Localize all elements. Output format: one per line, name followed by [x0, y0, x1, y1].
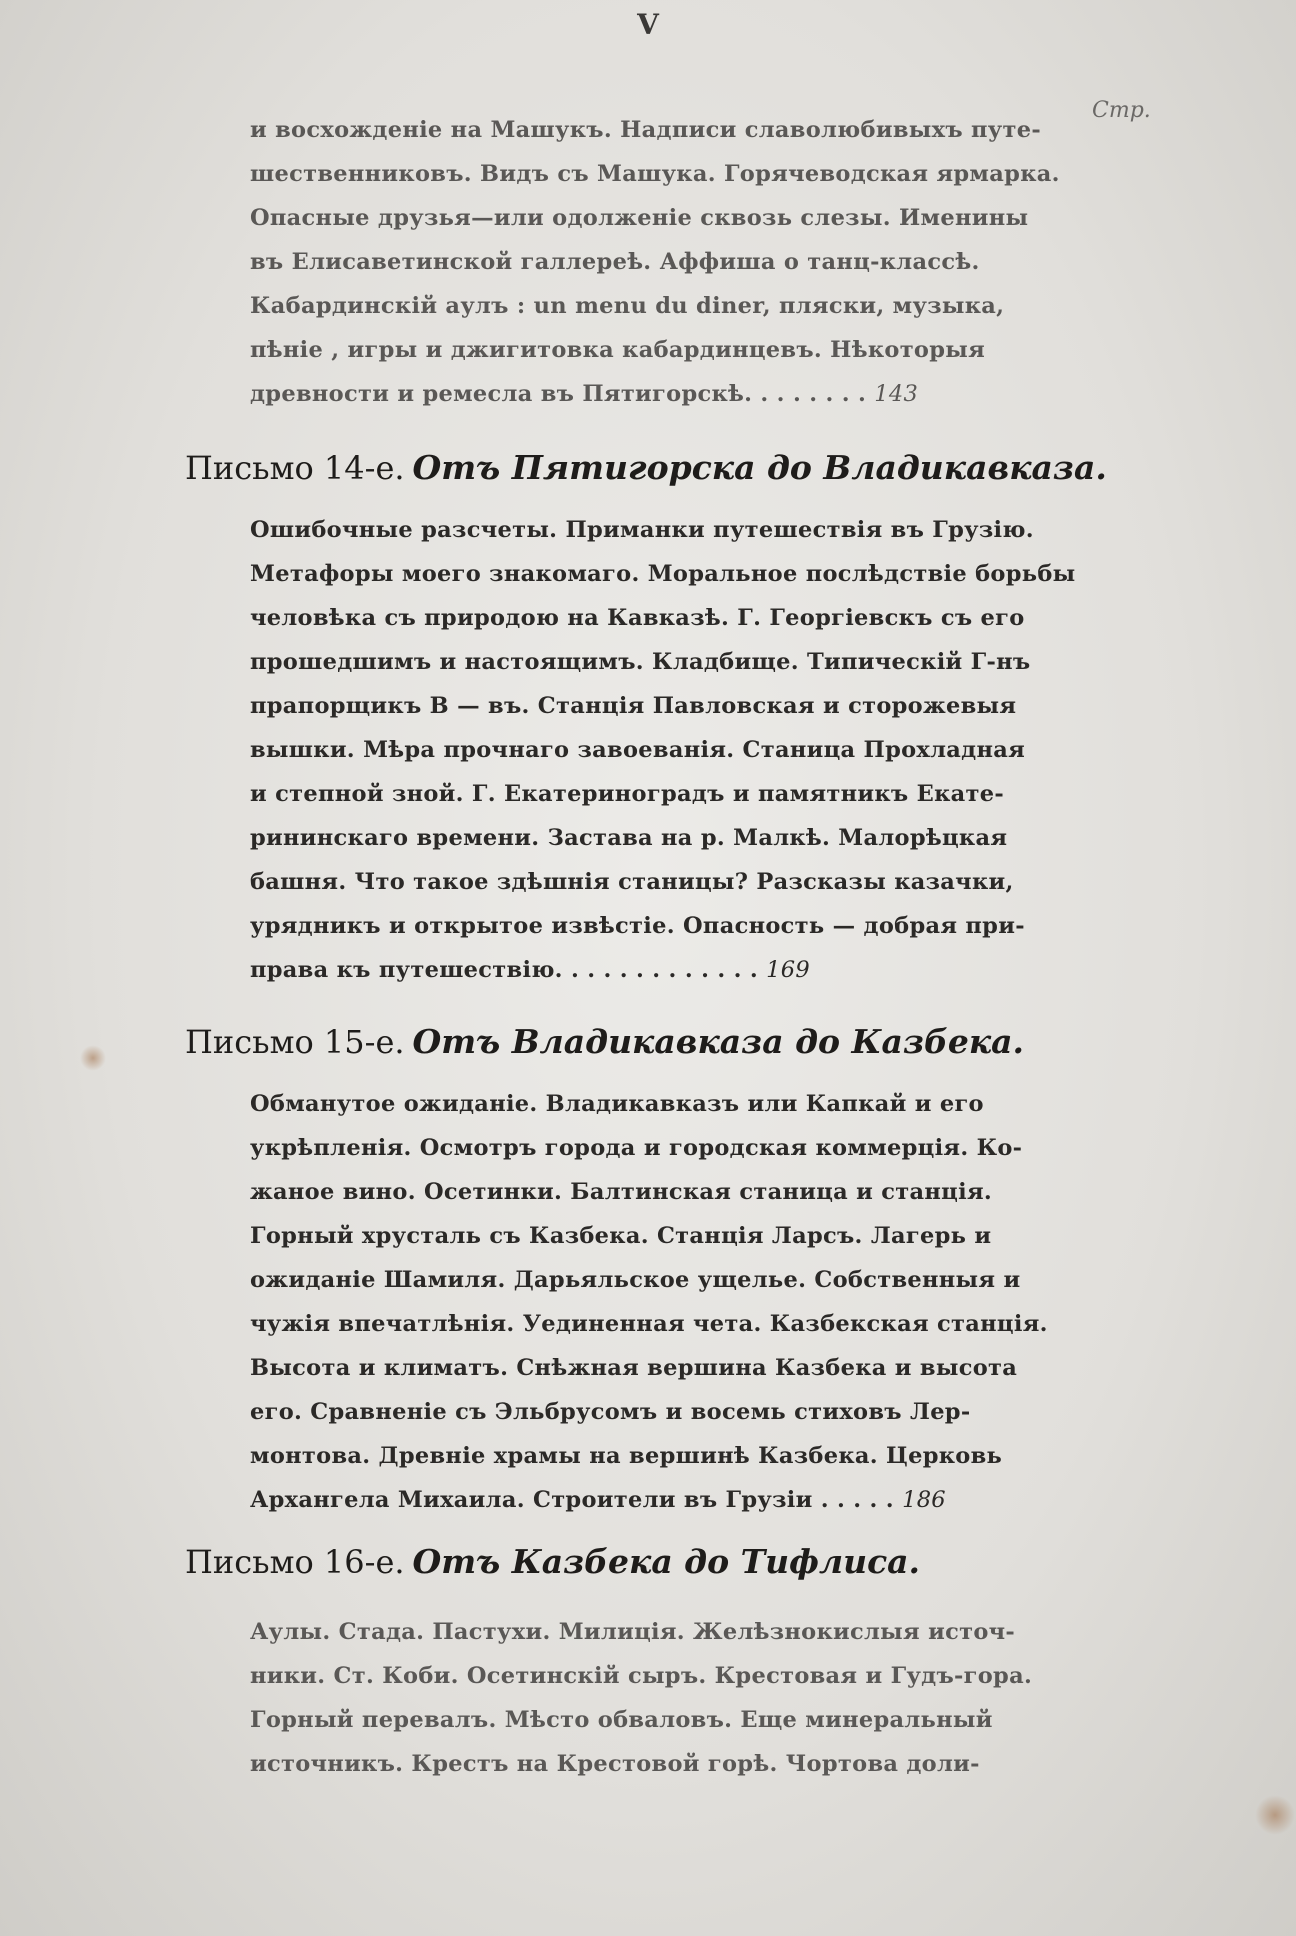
text-line: Горный хрусталь съ Казбека. Станція Ларсъ. Лагерь и — [250, 1223, 992, 1249]
page-reference: 169 — [766, 957, 811, 983]
text-line: права къ путешествію. . . . . . . . . . . . . 169 — [250, 957, 811, 983]
page-column-label: Стр. — [1092, 98, 1151, 123]
text-line: башня. Что такое здѣшнія станицы? Разсказы казачки, — [250, 869, 1014, 895]
text-line: источникъ. Крестъ на Крестовой горѣ. Чортова доли- — [250, 1751, 980, 1777]
text-line: прошедшимъ и настоящимъ. Кладбище. Типическій Г-нъ — [250, 649, 1031, 675]
text-line: Кабардинскій аулъ : un menu du diner, пляски, музыка, — [250, 293, 1005, 319]
text-line: человѣка съ природою на Кавказѣ. Г. Георгіевскъ съ его — [250, 605, 1025, 631]
text-line: и восхожденіе на Машукъ. Надписи славолюбивыхъ путе- — [250, 117, 1041, 143]
paper-stain — [1255, 1795, 1295, 1835]
letter-number: Письмо 15-е. — [185, 1023, 405, 1061]
text-line: Архангела Михаила. Строители въ Грузіи . . . . . 186 — [250, 1487, 946, 1513]
text-line: Метафоры моего знакомаго. Моральное послѣдствіе борьбы — [250, 561, 1076, 587]
letter-heading — [185, 1542, 920, 1581]
text-line: прапорщикъ В — въ. Станція Павловская и сторожевыя — [250, 693, 1017, 719]
text-line: ожиданіе Шамиля. Дарьяльское ущелье. Собственныя и — [250, 1267, 1021, 1293]
text-line: рининскаго времени. Застава на р. Малкѣ. Малорѣцкая — [250, 825, 1008, 851]
text-line: Аулы. Стада. Пастухи. Милиція. Желѣзнокислыя источ- — [250, 1619, 1016, 1645]
text-line: Ошибочные разсчеты. Приманки путешествія въ Грузію. — [250, 517, 1034, 543]
paper-stain — [80, 1045, 106, 1071]
toc-paragraph — [250, 1082, 1250, 1522]
letter-heading — [185, 1022, 1024, 1061]
page-reference: 143 — [874, 381, 919, 407]
toc-paragraph — [250, 1610, 1250, 1786]
letter-heading — [185, 448, 1107, 487]
text-line: Горный перевалъ. Мѣсто обваловъ. Еще минеральный — [250, 1707, 993, 1733]
text-line: ники. Ст. Коби. Осетинскій сыръ. Крестовая и Гудъ-гора. — [250, 1663, 1033, 1689]
text-line: Опасные друзья—или одолженіе сквозь слезы. Именины — [250, 205, 1029, 231]
text-line: въ Елисаветинской галлереѣ. Аффиша о танц-классѣ. — [250, 249, 980, 275]
text-line: Высота и климатъ. Снѣжная вершина Казбека и высота — [250, 1355, 1018, 1381]
text-line: его. Сравненіе съ Эльбрусомъ и восемь стиховъ Лер- — [250, 1399, 971, 1425]
text-line: пѣніе , игры и джигитовка кабардинцевъ. Нѣкоторыя — [250, 337, 986, 363]
page-number: V — [637, 8, 659, 41]
text-line: чужія впечатлѣнія. Уединенная чета. Казбекская станція. — [250, 1311, 1048, 1337]
text-line: монтова. Древніе храмы на вершинѣ Казбека. Церковь — [250, 1443, 1003, 1469]
text-line: вышки. Мѣра прочнаго завоеванія. Станица Прохладная — [250, 737, 1026, 763]
letter-number: Письмо 14-е. — [185, 449, 405, 487]
letter-route: Отъ Казбека до Тифлиса. — [412, 1542, 921, 1581]
text-line: и степной зной. Г. Екатериноградъ и памятникъ Екате- — [250, 781, 1005, 807]
text-line: укрѣпленія. Осмотръ города и городская коммерція. Ко- — [250, 1135, 1023, 1161]
text-line: шественниковъ. Видъ съ Машука. Горячеводская ярмарка. — [250, 161, 1060, 187]
letter-route: Отъ Владикавказа до Казбека. — [412, 1022, 1025, 1061]
letter-route: Отъ Пятигорска до Владикавказа. — [412, 448, 1107, 487]
page-reference: 186 — [902, 1487, 946, 1513]
text-line: Обманутое ожиданіе. Владикавказъ или Капкай и его — [250, 1091, 984, 1117]
toc-paragraph-continuation — [250, 108, 1250, 416]
text-line: древности и ремесла въ Пятигорскѣ. . . . . . . . 143 — [250, 381, 919, 407]
text-line: жаное вино. Осетинки. Балтинская станица и станція. — [250, 1179, 993, 1205]
letter-number: Письмо 16-е. — [185, 1543, 405, 1581]
text-line: урядникъ и открытое извѣстіе. Опасность — добрая при- — [250, 913, 1025, 939]
toc-paragraph — [250, 508, 1250, 992]
